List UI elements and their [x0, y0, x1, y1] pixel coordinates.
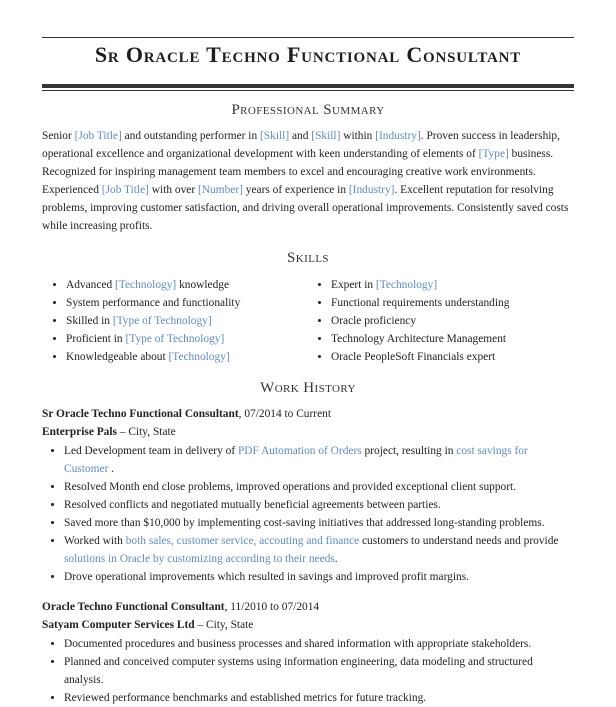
text-run: and	[289, 130, 312, 142]
title-double-rule-thin	[42, 90, 574, 91]
skill-item	[66, 312, 302, 330]
job-bullet	[64, 532, 572, 568]
placeholder-text: both sales, customer service, accouting and finance	[125, 535, 360, 547]
job-1-bullets	[42, 442, 572, 586]
work-history-heading: Work History	[260, 380, 356, 396]
skill-item	[331, 276, 577, 294]
text-run: Worked with	[64, 535, 126, 547]
text-run: Resolved conflicts and negotiated mutually beneficial agreements between parties.	[64, 499, 441, 511]
text-run: Documented procedures and business processes and shared information with appropriate stakeholders.	[64, 638, 532, 650]
job-bullet	[64, 442, 572, 478]
job-bullet-list	[42, 635, 572, 707]
placeholder-text: cost savings for Customer	[64, 445, 528, 475]
text-run: .	[334, 553, 338, 565]
job-1-title-line	[42, 405, 582, 423]
job-bullet	[64, 689, 572, 707]
job-bullet	[64, 496, 572, 514]
skill-item	[331, 294, 577, 312]
skills-column-left	[42, 276, 302, 366]
text-run: . Proven success in leadership, operational excellence and organizational development with keen understanding of elements of	[42, 130, 560, 160]
summary-heading: Professional Summary	[231, 102, 385, 118]
job-bullet	[64, 568, 572, 586]
text-run: Functional requirements understanding	[331, 297, 510, 309]
job-bullet	[64, 478, 572, 496]
job-bullet-list	[42, 442, 572, 586]
job-1-role: Sr Oracle Techno Functional Consultant	[42, 408, 239, 420]
text-run: Advanced	[66, 279, 116, 291]
title-double-rule-thick	[42, 84, 574, 88]
skills-heading: Skills	[287, 250, 329, 266]
page-title: Sr Oracle Techno Functional Consultant	[94, 42, 522, 67]
skill-item	[66, 276, 302, 294]
text-run: within	[340, 130, 376, 142]
text-run: knowledge	[176, 279, 230, 291]
text-run: . Excellent reputation for resolving problems, improving customer satisfaction, and driving overall operational improvements. Consistently saved costs while increasing profits.	[42, 184, 569, 232]
text-run: Proficient in	[66, 333, 126, 345]
text-run: Reviewed performance benchmarks and established metrics for future tracking.	[64, 692, 427, 704]
text-run: Skilled in	[66, 315, 113, 327]
placeholder-text: [Type]	[478, 148, 509, 160]
text-run: Saved more than $10,000 by implementing cost-saving initiatives that addressed long-standing problems.	[64, 517, 545, 529]
text-run: Oracle PeopleSoft Financials expert	[331, 351, 496, 363]
placeholder-text: [Job Title]	[74, 130, 122, 142]
placeholder-text: [Type of Technology]	[125, 333, 225, 345]
job-1-company: Enterprise Pals	[42, 426, 117, 438]
skill-item-list	[307, 276, 577, 366]
skills-column-right	[307, 276, 577, 366]
job-bullet	[64, 514, 572, 532]
placeholder-text: [Skill]	[260, 130, 290, 142]
text-run: Expert in	[331, 279, 376, 291]
job-1-dates: , 07/2014 to Current	[238, 408, 332, 420]
job-2-title-line	[42, 598, 582, 616]
text-run: years of experience in	[242, 184, 349, 196]
text-run: System performance and functionality	[66, 297, 241, 309]
skill-item	[331, 348, 577, 366]
job-1-company-line	[42, 423, 582, 441]
text-run: with over	[148, 184, 198, 196]
skill-item	[66, 348, 302, 366]
text-run: and outstanding performer in	[121, 130, 260, 142]
text-run: Planned and conceived computer systems using information engineering, data modeling and structured analysis.	[64, 656, 533, 686]
text-run: Oracle proficiency	[331, 315, 417, 327]
placeholder-text: [Skill]	[311, 130, 341, 142]
job-2-bullets	[42, 635, 572, 707]
text-run: Resolved Month end close problems, improved operations and provided exceptional client support.	[64, 481, 517, 493]
summary-text	[42, 127, 570, 235]
text-run: customers to understand needs and provide	[359, 535, 559, 547]
job-2-location: – City, State	[194, 619, 254, 631]
placeholder-text: [Technology]	[168, 351, 230, 363]
placeholder-text: [Job Title]	[101, 184, 149, 196]
text-run: business. Recognized for inspiring management team members to excel and encouraging creative work environments. Experienced	[42, 148, 554, 196]
placeholder-text: [Industry]	[375, 130, 421, 142]
text-run: project, resulting in	[361, 445, 457, 457]
skill-item	[331, 330, 577, 348]
text-run: Knowledgeable about	[66, 351, 169, 363]
job-1-location: – City, State	[116, 426, 176, 438]
job-bullet	[64, 653, 572, 689]
placeholder-text: PDF Automation of Orders	[237, 445, 362, 457]
skill-item	[331, 312, 577, 330]
placeholder-text: [Industry]	[348, 184, 395, 196]
text-run: Senior	[42, 130, 75, 142]
skill-item	[66, 330, 302, 348]
text-run: Drove operational improvements which resulted in savings and improved profit margins.	[64, 571, 470, 583]
job-2-company-line	[42, 616, 582, 634]
placeholder-text: [Technology]	[375, 279, 438, 291]
job-2-company: Satyam Computer Services Ltd	[42, 619, 195, 631]
text-run: .	[108, 463, 114, 475]
placeholder-text: [Type of Technology]	[112, 315, 212, 327]
job-2-dates: , 11/2010 to 07/2014	[224, 601, 320, 613]
placeholder-text: solutions in Oracle by customizing according to their needs	[64, 553, 335, 565]
skill-item-list	[42, 276, 302, 366]
top-rule	[42, 37, 574, 38]
text-run: Led Development team in delivery of	[64, 445, 238, 457]
text-run: Technology Architecture Management	[331, 333, 507, 345]
placeholder-text: [Technology]	[115, 279, 177, 291]
placeholder-text: [Number]	[198, 184, 243, 196]
job-2-role: Oracle Techno Functional Consultant	[42, 601, 225, 613]
job-bullet	[64, 635, 572, 653]
skill-item	[66, 294, 302, 312]
